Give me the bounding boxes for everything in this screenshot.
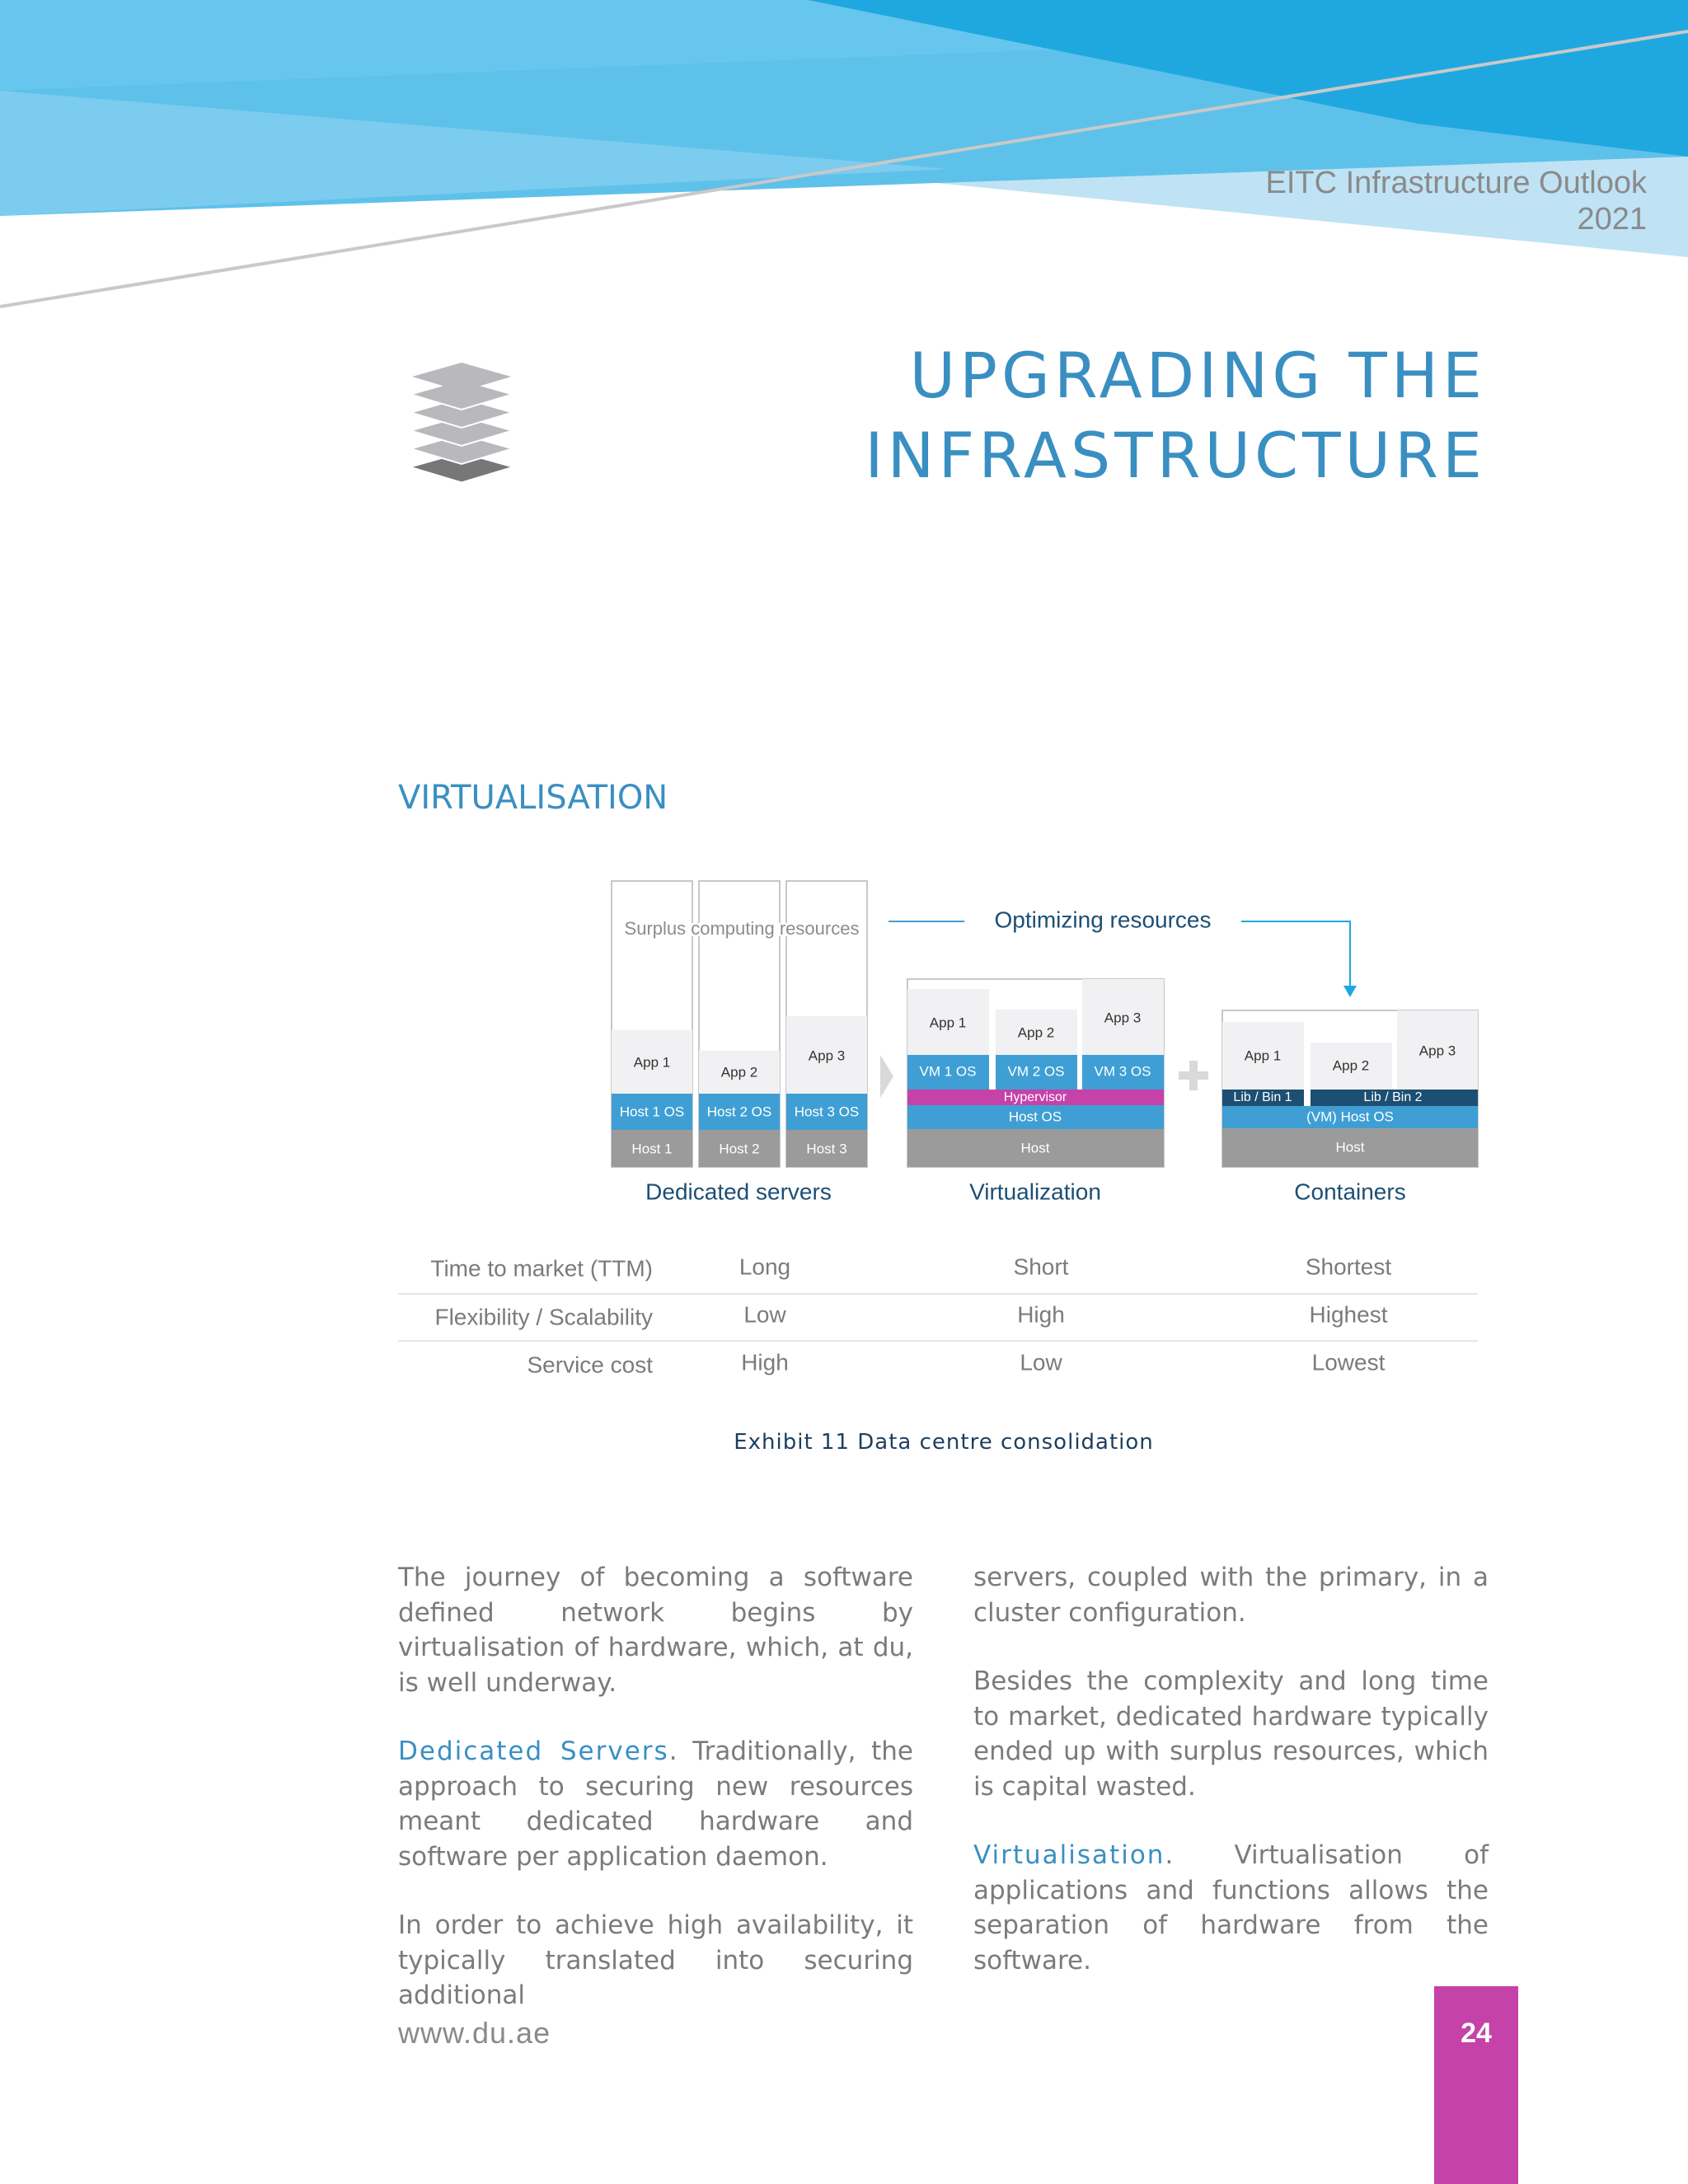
ttm-containers: Shortest	[1305, 1254, 1392, 1280]
page-title-line1: UPGRADING THE	[909, 339, 1486, 412]
body-column-right	[973, 1560, 1489, 2012]
virtualization-group	[907, 979, 1164, 1204]
body-text: . Traditionally, the approach to securing new resources meant dedicated hardware and software per application daemon.	[398, 1736, 914, 1872]
dedicated-host-2: Host 2	[719, 1141, 760, 1157]
dedicated-servers-group	[612, 881, 867, 1204]
publication-title: EITC Infrastructure Outlook	[1265, 166, 1647, 200]
body-paragraph	[398, 1734, 913, 1874]
body-paragraph: servers, coupled with the primary, in a cluster configuration.	[973, 1563, 1489, 1628]
body-paragraph: Besides the complexity and long time to market, dedicated hardware typically ended up with surplus resources, which is capital wasted.	[973, 1666, 1489, 1802]
section-heading: VIRTUALISATION	[398, 779, 668, 817]
body-column-left	[398, 1560, 913, 2047]
virt-hypervisor: Hypervisor	[1003, 1090, 1067, 1105]
dedicated-host-3: Host 3	[806, 1141, 847, 1157]
row-label-cost: Service cost	[527, 1352, 653, 1378]
dedicated-host-1: Host 1	[631, 1141, 673, 1157]
plus-icon	[1179, 1061, 1208, 1090]
dedicated-app-2: App 2	[720, 1064, 758, 1080]
body-paragraph	[973, 1838, 1489, 1978]
surplus-label: Surplus computing resources	[624, 917, 860, 939]
footer-url[interactable]: www.du.ae	[398, 2016, 551, 2050]
body-text: . Virtualisation of applications and functions allows the separation of hardware from the software.	[973, 1840, 1489, 1975]
cont-app-2: App 2	[1332, 1057, 1370, 1074]
flex-virtualization: High	[1017, 1301, 1065, 1328]
chevron-right-icon	[880, 1055, 893, 1098]
optimizing-label: Optimizing resources	[994, 907, 1212, 933]
body-paragraph: The journey of becoming a software defined network begins by virtualisation of hardware, which, at du, is well underway.	[398, 1563, 913, 1698]
containers-title: Containers	[1294, 1179, 1406, 1205]
ttm-dedicated: Long	[738, 1254, 791, 1280]
page-title-line2: INFRASTRUCTURE	[865, 419, 1486, 492]
page-number-badge	[1434, 1986, 1518, 2184]
dedicated-os-1: Host 1 OS	[619, 1104, 685, 1120]
exhibit-caption: Exhibit 11 Data centre consolidation	[734, 1430, 1154, 1455]
containers-group	[1222, 1010, 1478, 1204]
virt-host: Host	[1020, 1140, 1050, 1156]
dedicated-os-2: Host 2 OS	[706, 1104, 772, 1120]
row-label-flexibility: Flexibility / Scalability	[434, 1304, 653, 1330]
cost-containers: Lowest	[1311, 1349, 1386, 1376]
flex-dedicated: Low	[743, 1301, 786, 1328]
dedicated-os-3: Host 3 OS	[794, 1104, 860, 1120]
dedicated-app-3: App 3	[808, 1047, 846, 1064]
cont-host: Host	[1335, 1139, 1365, 1155]
comparison-table	[398, 1254, 1478, 1377]
body-paragraph: In order to achieve high availability, it typically translated into securing additional	[398, 1910, 913, 2010]
publication-year: 2021	[1577, 202, 1647, 237]
ttm-virtualization: Short	[1013, 1254, 1069, 1280]
virt-vm-2: VM 2 OS	[1007, 1063, 1065, 1080]
virt-vm-3: VM 3 OS	[1094, 1063, 1151, 1080]
cont-lib-1: Lib / Bin 1	[1233, 1090, 1292, 1105]
virt-vm-1: VM 1 OS	[919, 1063, 977, 1080]
virt-app-3: App 3	[1104, 1010, 1142, 1026]
cont-lib-2: Lib / Bin 2	[1363, 1090, 1423, 1105]
cont-app-3: App 3	[1418, 1043, 1456, 1059]
virtualisation-heading: Virtualisation	[973, 1840, 1165, 1870]
virt-app-1: App 1	[929, 1015, 967, 1031]
page-number: 24	[1461, 2018, 1492, 2049]
cost-dedicated: High	[741, 1349, 789, 1376]
flex-containers: Highest	[1309, 1301, 1388, 1328]
dedicated-app-1: App 1	[633, 1054, 671, 1071]
dedicated-title: Dedicated servers	[645, 1179, 832, 1205]
cont-app-1: App 1	[1244, 1047, 1282, 1064]
virtualization-title: Virtualization	[969, 1179, 1101, 1205]
row-label-ttm: Time to market (TTM)	[430, 1255, 653, 1282]
dedicated-servers-heading: Dedicated Servers	[398, 1736, 669, 1766]
arrow-down-icon	[1343, 986, 1357, 997]
cost-virtualization: Low	[1020, 1349, 1062, 1376]
cont-host-os: (VM) Host OS	[1306, 1108, 1394, 1125]
virt-app-2: App 2	[1017, 1024, 1055, 1041]
virt-host-os: Host OS	[1008, 1108, 1062, 1125]
